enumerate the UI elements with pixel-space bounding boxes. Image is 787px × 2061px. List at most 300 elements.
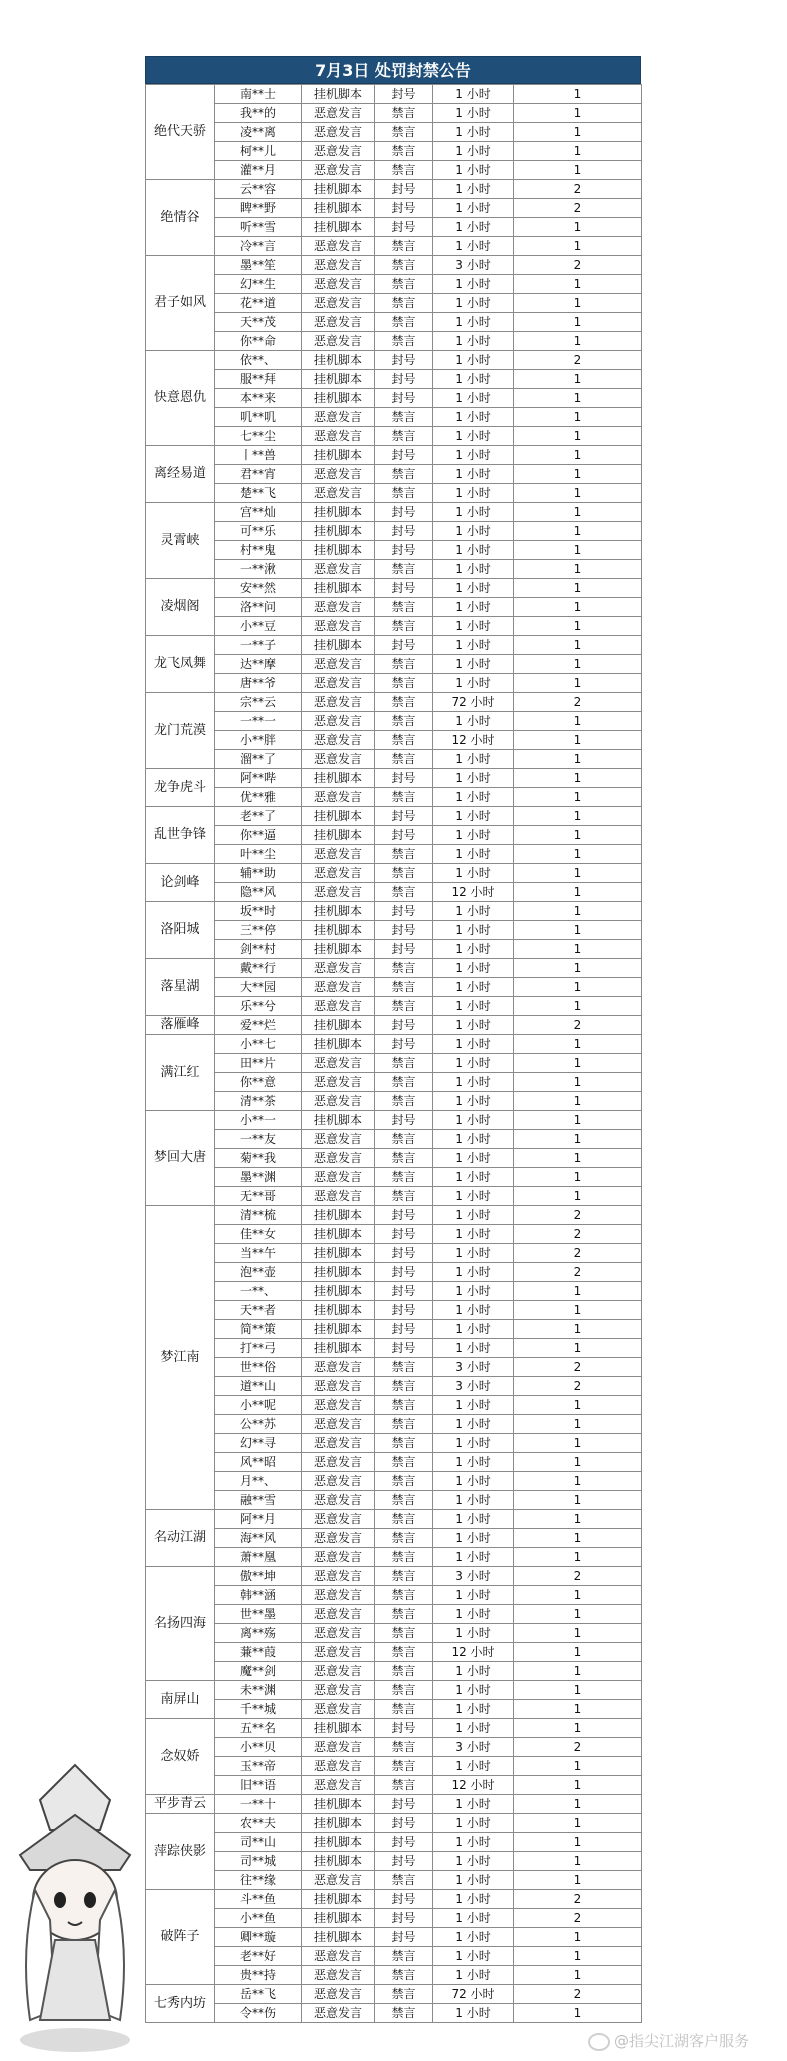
table-row [146, 1871, 642, 1890]
penalty-cell: 封号 [375, 218, 433, 237]
duration-cell: 1 小时 [433, 1396, 514, 1415]
name-cell: 小**胖 [215, 731, 302, 750]
duration-cell: 1 小时 [433, 1624, 514, 1643]
name-cell: 剑**村 [215, 940, 302, 959]
duration-cell: 1 小时 [433, 864, 514, 883]
duration-cell: 1 小时 [433, 313, 514, 332]
count-cell: 2 [514, 1263, 642, 1282]
reason-cell: 挂机脚本 [302, 1795, 375, 1814]
name-cell: 旧**语 [215, 1776, 302, 1795]
count-cell: 1 [514, 370, 642, 389]
duration-cell: 1 小时 [433, 123, 514, 142]
count-cell: 1 [514, 1092, 642, 1111]
name-cell: 卿**璇 [215, 1928, 302, 1947]
reason-cell: 挂机脚本 [302, 1263, 375, 1282]
count-cell: 1 [514, 503, 642, 522]
mascot-character-illustration [0, 1760, 150, 2060]
penalty-cell: 禁言 [375, 1776, 433, 1795]
count-cell: 1 [514, 1396, 642, 1415]
duration-cell: 3 小时 [433, 1567, 514, 1586]
count-cell: 1 [514, 1624, 642, 1643]
name-cell: 爱**烂 [215, 1016, 302, 1035]
name-cell: 岳**飞 [215, 1985, 302, 2004]
count-cell: 1 [514, 769, 642, 788]
name-cell: 墨**笙 [215, 256, 302, 275]
reason-cell: 挂机脚本 [302, 199, 375, 218]
duration-cell: 1 小时 [433, 161, 514, 180]
penalty-cell: 禁言 [375, 655, 433, 674]
name-cell: 一**湫 [215, 560, 302, 579]
name-cell: 世**墨 [215, 1605, 302, 1624]
table-row [146, 1586, 642, 1605]
name-cell: 幻**生 [215, 275, 302, 294]
name-cell: 小**贝 [215, 1738, 302, 1757]
name-cell: 小**一 [215, 1111, 302, 1130]
server-name-cell: 论剑峰 [146, 864, 215, 902]
duration-cell: 1 小时 [433, 1415, 514, 1434]
reason-cell: 挂机脚本 [302, 1719, 375, 1738]
penalty-cell: 封号 [375, 1035, 433, 1054]
announcement-table-wrapper [145, 56, 641, 2023]
count-cell: 1 [514, 1054, 642, 1073]
penalty-cell: 封号 [375, 446, 433, 465]
reason-cell: 恶意发言 [302, 1738, 375, 1757]
name-cell: 田**片 [215, 1054, 302, 1073]
reason-cell: 挂机脚本 [302, 1206, 375, 1225]
duration-cell: 1 小时 [433, 1700, 514, 1719]
name-cell: 离**殇 [215, 1624, 302, 1643]
count-cell: 1 [514, 1339, 642, 1358]
table-row [146, 712, 642, 731]
table-row [146, 1966, 642, 1985]
reason-cell: 恶意发言 [302, 465, 375, 484]
penalty-cell: 封号 [375, 807, 433, 826]
reason-cell: 恶意发言 [302, 332, 375, 351]
reason-cell: 恶意发言 [302, 1168, 375, 1187]
duration-cell: 1 小时 [433, 1586, 514, 1605]
reason-cell: 挂机脚本 [302, 1890, 375, 1909]
table-row [146, 1814, 642, 1833]
reason-cell: 恶意发言 [302, 123, 375, 142]
count-cell: 1 [514, 826, 642, 845]
reason-cell: 恶意发言 [302, 1567, 375, 1586]
reason-cell: 恶意发言 [302, 1377, 375, 1396]
count-cell: 1 [514, 1282, 642, 1301]
count-cell: 1 [514, 1035, 642, 1054]
penalty-cell: 封号 [375, 579, 433, 598]
name-cell: 唐**爷 [215, 674, 302, 693]
duration-cell: 1 小时 [433, 712, 514, 731]
watermark-text: @指尖江湖客户服务 [614, 2032, 750, 2050]
count-cell: 1 [514, 1301, 642, 1320]
announcement-title: 7月3日 处罚封禁公告 [145, 56, 641, 84]
count-cell: 1 [514, 142, 642, 161]
name-cell: 司**山 [215, 1833, 302, 1852]
reason-cell: 恶意发言 [302, 1472, 375, 1491]
reason-cell: 挂机脚本 [302, 522, 375, 541]
reason-cell: 恶意发言 [302, 1396, 375, 1415]
count-cell: 1 [514, 465, 642, 484]
penalty-cell: 禁言 [375, 1377, 433, 1396]
duration-cell: 1 小时 [433, 294, 514, 313]
name-cell: 往**缘 [215, 1871, 302, 1890]
count-cell: 1 [514, 1453, 642, 1472]
table-row [146, 674, 642, 693]
reason-cell: 恶意发言 [302, 997, 375, 1016]
count-cell: 1 [514, 1928, 642, 1947]
reason-cell: 恶意发言 [302, 1605, 375, 1624]
reason-cell: 恶意发言 [302, 1054, 375, 1073]
penalty-cell: 禁言 [375, 1073, 433, 1092]
table-row [146, 541, 642, 560]
penalty-cell: 封号 [375, 351, 433, 370]
penalty-cell: 禁言 [375, 2004, 433, 2023]
penalty-cell: 封号 [375, 1833, 433, 1852]
name-cell: 阿**月 [215, 1510, 302, 1529]
server-name-cell: 灵霄峡 [146, 503, 215, 579]
duration-cell: 1 小时 [433, 484, 514, 503]
reason-cell: 挂机脚本 [302, 1814, 375, 1833]
table-row [146, 1453, 642, 1472]
table-row [146, 1358, 642, 1377]
table-row [146, 750, 642, 769]
penalty-cell: 禁言 [375, 1358, 433, 1377]
duration-cell: 1 小时 [433, 1244, 514, 1263]
table-row [146, 465, 642, 484]
table-row [146, 1605, 642, 1624]
table-row [146, 1073, 642, 1092]
count-cell: 1 [514, 1833, 642, 1852]
name-cell: 你**意 [215, 1073, 302, 1092]
count-cell: 2 [514, 256, 642, 275]
penalty-cell: 禁言 [375, 674, 433, 693]
penalty-cell: 禁言 [375, 617, 433, 636]
server-name-cell: 落雁峰 [146, 1016, 215, 1035]
table-row [146, 560, 642, 579]
penalty-cell: 禁言 [375, 1130, 433, 1149]
count-cell: 1 [514, 104, 642, 123]
reason-cell: 恶意发言 [302, 1586, 375, 1605]
table-row [146, 237, 642, 256]
name-cell: 无**哥 [215, 1187, 302, 1206]
penalty-cell: 封号 [375, 921, 433, 940]
penalty-cell: 禁言 [375, 1662, 433, 1681]
duration-cell: 1 小时 [433, 560, 514, 579]
penalty-cell: 禁言 [375, 883, 433, 902]
penalty-cell: 封号 [375, 1852, 433, 1871]
duration-cell: 1 小时 [433, 1130, 514, 1149]
count-cell: 1 [514, 1472, 642, 1491]
duration-cell: 1 小时 [433, 237, 514, 256]
count-cell: 1 [514, 161, 642, 180]
reason-cell: 恶意发言 [302, 750, 375, 769]
count-cell: 1 [514, 1187, 642, 1206]
duration-cell: 1 小时 [433, 1605, 514, 1624]
count-cell: 1 [514, 1795, 642, 1814]
count-cell: 1 [514, 940, 642, 959]
count-cell: 1 [514, 1149, 642, 1168]
count-cell: 1 [514, 294, 642, 313]
name-cell: 坂**时 [215, 902, 302, 921]
count-cell: 1 [514, 1548, 642, 1567]
penalty-cell: 禁言 [375, 1396, 433, 1415]
table-row [146, 142, 642, 161]
name-cell: 萧**凰 [215, 1548, 302, 1567]
duration-cell: 72 小时 [433, 1985, 514, 2004]
reason-cell: 挂机脚本 [302, 940, 375, 959]
duration-cell: 1 小时 [433, 1168, 514, 1187]
count-cell: 1 [514, 731, 642, 750]
name-cell: 村**鬼 [215, 541, 302, 560]
name-cell: 可**乐 [215, 522, 302, 541]
name-cell: 花**道 [215, 294, 302, 313]
reason-cell: 挂机脚本 [302, 826, 375, 845]
reason-cell: 挂机脚本 [302, 1282, 375, 1301]
server-name-cell: 绝代天骄 [146, 85, 215, 180]
duration-cell: 1 小时 [433, 275, 514, 294]
duration-cell: 1 小时 [433, 750, 514, 769]
count-cell: 1 [514, 123, 642, 142]
count-cell: 1 [514, 1757, 642, 1776]
penalty-cell: 禁言 [375, 275, 433, 294]
duration-cell: 1 小时 [433, 978, 514, 997]
count-cell: 2 [514, 1890, 642, 1909]
duration-cell: 1 小时 [433, 1928, 514, 1947]
name-cell: 海**风 [215, 1529, 302, 1548]
duration-cell: 1 小时 [433, 1320, 514, 1339]
name-cell: 魔**剑 [215, 1662, 302, 1681]
count-cell: 2 [514, 693, 642, 712]
duration-cell: 1 小时 [433, 1890, 514, 1909]
penalty-cell: 禁言 [375, 560, 433, 579]
name-cell: 依**、 [215, 351, 302, 370]
table-row [146, 1852, 642, 1871]
table-row [146, 769, 642, 788]
reason-cell: 恶意发言 [302, 845, 375, 864]
table-row [146, 1301, 642, 1320]
duration-cell: 1 小时 [433, 921, 514, 940]
penalty-cell: 封号 [375, 199, 433, 218]
count-cell: 1 [514, 1130, 642, 1149]
penalty-cell: 禁言 [375, 712, 433, 731]
duration-cell: 1 小时 [433, 655, 514, 674]
reason-cell: 恶意发言 [302, 1358, 375, 1377]
reason-cell: 恶意发言 [302, 693, 375, 712]
duration-cell: 1 小时 [433, 1111, 514, 1130]
name-cell: 达**摩 [215, 655, 302, 674]
reason-cell: 挂机脚本 [302, 541, 375, 560]
name-cell: 司**城 [215, 1852, 302, 1871]
reason-cell: 挂机脚本 [302, 1320, 375, 1339]
count-cell: 1 [514, 655, 642, 674]
penalty-cell: 封号 [375, 1111, 433, 1130]
name-cell: 阿**哔 [215, 769, 302, 788]
penalty-cell: 封号 [375, 1909, 433, 1928]
count-cell: 1 [514, 1605, 642, 1624]
table-row [146, 579, 642, 598]
duration-cell: 1 小时 [433, 1206, 514, 1225]
penalty-cell: 禁言 [375, 1510, 433, 1529]
duration-cell: 1 小时 [433, 1263, 514, 1282]
count-cell: 1 [514, 617, 642, 636]
penalty-cell: 禁言 [375, 750, 433, 769]
duration-cell: 1 小时 [433, 579, 514, 598]
count-cell: 2 [514, 1985, 642, 2004]
server-name-cell: 梦江南 [146, 1206, 215, 1510]
server-name-cell: 洛阳城 [146, 902, 215, 959]
reason-cell: 恶意发言 [302, 1491, 375, 1510]
name-cell: 天**者 [215, 1301, 302, 1320]
duration-cell: 1 小时 [433, 1187, 514, 1206]
penalty-cell: 禁言 [375, 1529, 433, 1548]
table-row [146, 959, 642, 978]
duration-cell: 1 小时 [433, 1662, 514, 1681]
duration-cell: 1 小时 [433, 1092, 514, 1111]
count-cell: 1 [514, 1871, 642, 1890]
reason-cell: 恶意发言 [302, 864, 375, 883]
name-cell: 南**士 [215, 85, 302, 104]
name-cell: 融**雪 [215, 1491, 302, 1510]
table-row [146, 921, 642, 940]
reason-cell: 恶意发言 [302, 1681, 375, 1700]
reason-cell: 挂机脚本 [302, 351, 375, 370]
server-name-cell: 快意恩仇 [146, 351, 215, 446]
reason-cell: 恶意发言 [302, 883, 375, 902]
penalty-cell: 禁言 [375, 465, 433, 484]
table-row [146, 997, 642, 1016]
reason-cell: 挂机脚本 [302, 389, 375, 408]
server-name-cell: 落星湖 [146, 959, 215, 1016]
name-cell: 戴**行 [215, 959, 302, 978]
duration-cell: 72 小时 [433, 693, 514, 712]
reason-cell: 挂机脚本 [302, 902, 375, 921]
name-cell: 柯**儿 [215, 142, 302, 161]
table-row [146, 1149, 642, 1168]
reason-cell: 挂机脚本 [302, 85, 375, 104]
count-cell: 1 [514, 1814, 642, 1833]
table-row [146, 1377, 642, 1396]
count-cell: 1 [514, 883, 642, 902]
penalty-cell: 封号 [375, 1795, 433, 1814]
count-cell: 2 [514, 1225, 642, 1244]
table-row [146, 351, 642, 370]
penalty-cell: 封号 [375, 636, 433, 655]
penalty-table-body [146, 85, 642, 2023]
name-cell: 一**子 [215, 636, 302, 655]
table-row [146, 617, 642, 636]
duration-cell: 1 小时 [433, 389, 514, 408]
table-row [146, 1225, 642, 1244]
count-cell: 1 [514, 1966, 642, 1985]
duration-cell: 1 小时 [433, 1795, 514, 1814]
reason-cell: 挂机脚本 [302, 1111, 375, 1130]
penalty-cell: 封号 [375, 85, 433, 104]
table-row [146, 788, 642, 807]
name-cell: 凌**离 [215, 123, 302, 142]
reason-cell: 恶意发言 [302, 655, 375, 674]
table-row [146, 1491, 642, 1510]
reason-cell: 恶意发言 [302, 161, 375, 180]
count-cell: 1 [514, 1947, 642, 1966]
table-row [146, 1396, 642, 1415]
server-name-cell: 君子如风 [146, 256, 215, 351]
server-name-cell: 龙飞凤舞 [146, 636, 215, 693]
reason-cell: 恶意发言 [302, 104, 375, 123]
table-row [146, 1890, 642, 1909]
duration-cell: 1 小时 [433, 1054, 514, 1073]
duration-cell: 1 小时 [433, 769, 514, 788]
penalty-cell: 禁言 [375, 693, 433, 712]
duration-cell: 1 小时 [433, 1453, 514, 1472]
table-row [146, 332, 642, 351]
reason-cell: 恶意发言 [302, 978, 375, 997]
reason-cell: 恶意发言 [302, 1776, 375, 1795]
duration-cell: 1 小时 [433, 408, 514, 427]
weibo-logo-icon [588, 2033, 610, 2051]
table-row [146, 1567, 642, 1586]
reason-cell: 恶意发言 [302, 674, 375, 693]
duration-cell: 1 小时 [433, 1510, 514, 1529]
count-cell: 1 [514, 997, 642, 1016]
duration-cell: 1 小时 [433, 1814, 514, 1833]
table-row [146, 1415, 642, 1434]
penalty-cell: 封号 [375, 1928, 433, 1947]
name-cell: 小**鱼 [215, 1909, 302, 1928]
table-row [146, 180, 642, 199]
table-row [146, 636, 642, 655]
penalty-cell: 封号 [375, 1244, 433, 1263]
penalty-cell: 封号 [375, 1282, 433, 1301]
count-cell: 1 [514, 446, 642, 465]
penalty-cell: 禁言 [375, 845, 433, 864]
name-cell: 农**夫 [215, 1814, 302, 1833]
name-cell: 傲**坤 [215, 1567, 302, 1586]
server-name-cell: 龙门荒漠 [146, 693, 215, 769]
duration-cell: 1 小时 [433, 465, 514, 484]
duration-cell: 12 小时 [433, 731, 514, 750]
reason-cell: 挂机脚本 [302, 636, 375, 655]
penalty-cell: 封号 [375, 902, 433, 921]
table-row [146, 85, 642, 104]
duration-cell: 1 小时 [433, 1225, 514, 1244]
duration-cell: 1 小时 [433, 427, 514, 446]
table-row [146, 2004, 642, 2023]
duration-cell: 1 小时 [433, 598, 514, 617]
duration-cell: 1 小时 [433, 617, 514, 636]
table-row [146, 845, 642, 864]
table-row [146, 1054, 642, 1073]
table-row [146, 123, 642, 142]
reason-cell: 恶意发言 [302, 1092, 375, 1111]
name-cell: 一**十 [215, 1795, 302, 1814]
table-row [146, 1833, 642, 1852]
table-row [146, 1624, 642, 1643]
count-cell: 1 [514, 85, 642, 104]
table-row [146, 1016, 642, 1035]
name-cell: 辅**助 [215, 864, 302, 883]
penalty-cell: 禁言 [375, 1415, 433, 1434]
table-row [146, 1206, 642, 1225]
reason-cell: 恶意发言 [302, 1985, 375, 2004]
penalty-cell: 禁言 [375, 1548, 433, 1567]
count-cell: 1 [514, 807, 642, 826]
duration-cell: 1 小时 [433, 674, 514, 693]
name-cell: 千**城 [215, 1700, 302, 1719]
penalty-cell: 禁言 [375, 598, 433, 617]
table-row [146, 389, 642, 408]
table-row [146, 294, 642, 313]
reason-cell: 恶意发言 [302, 1947, 375, 1966]
